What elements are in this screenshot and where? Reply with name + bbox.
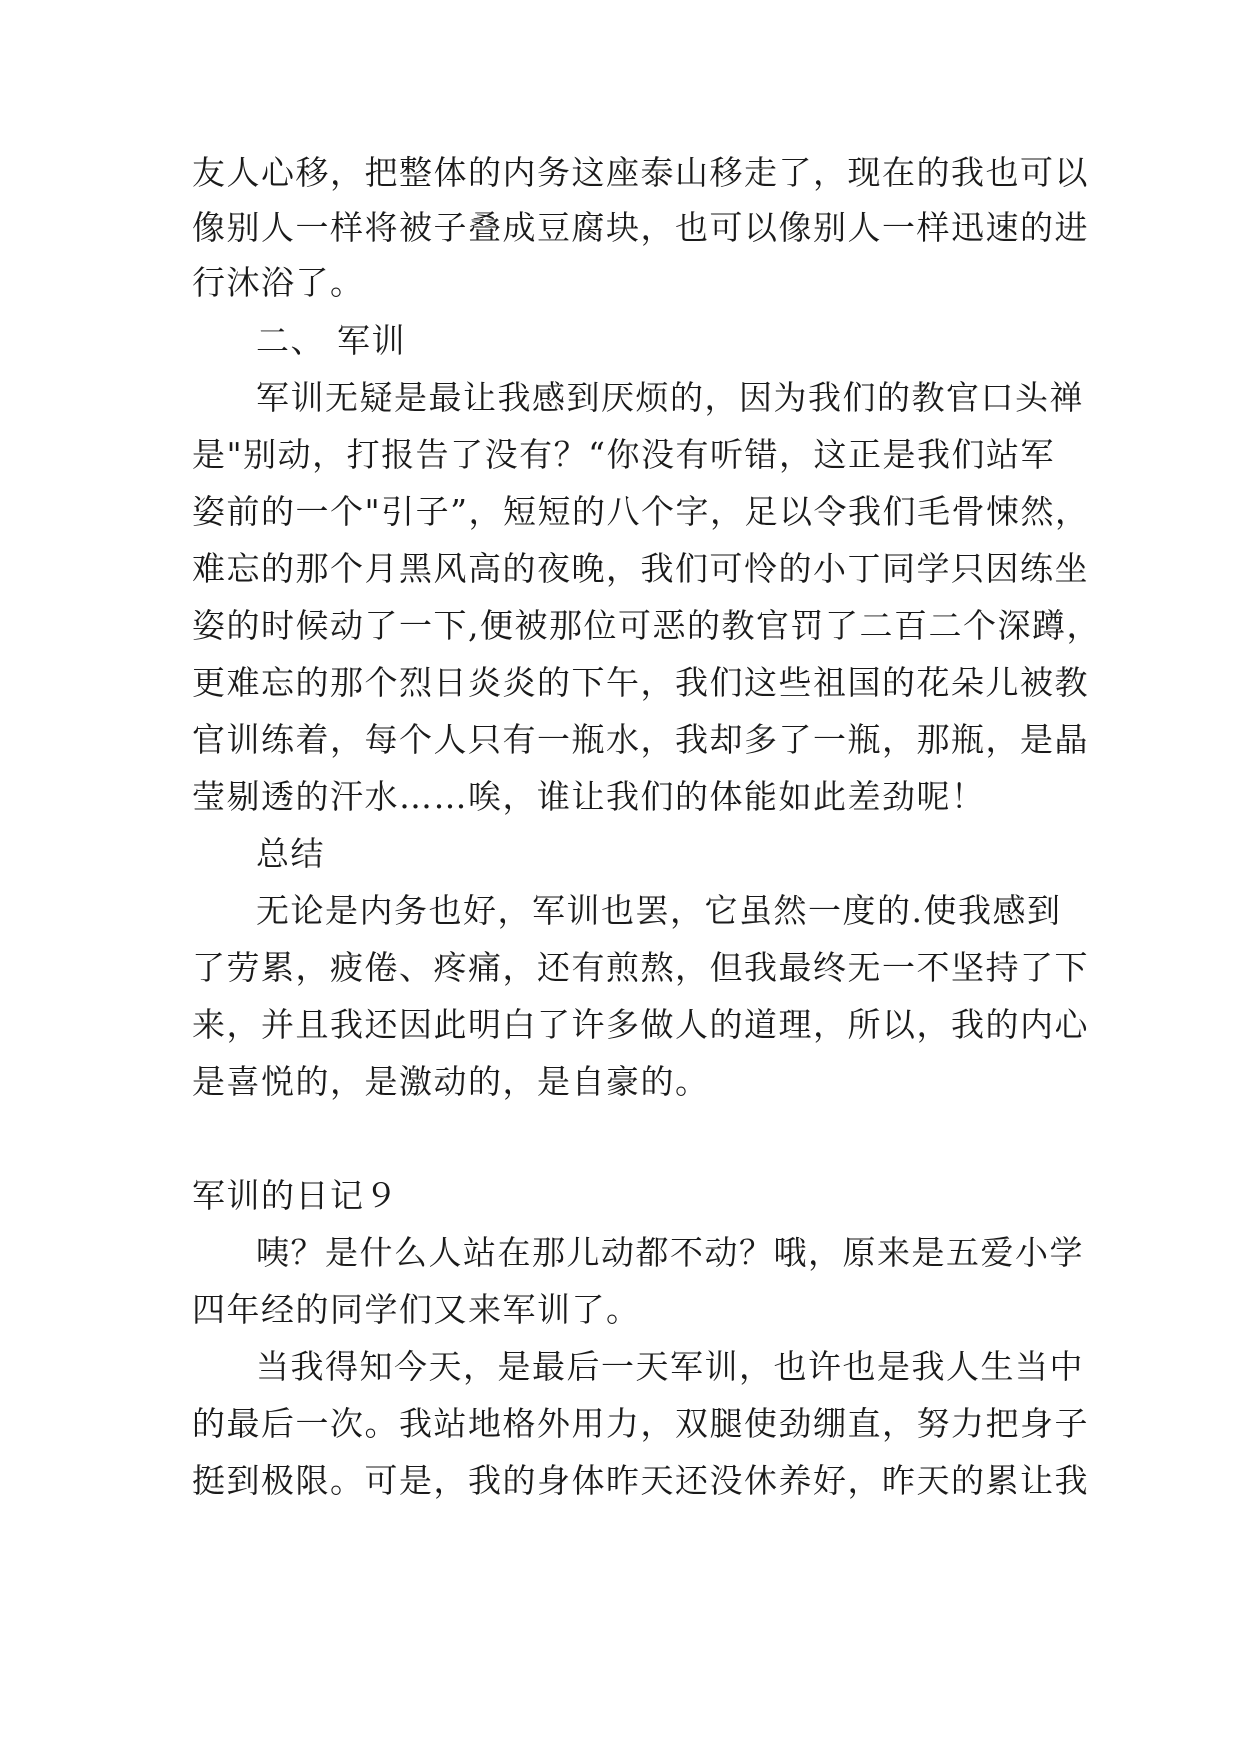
paragraph-line: 莹剔透的汗水……唉，谁让我们的体能如此差劲呢！	[192, 777, 986, 816]
paragraph-line: 难忘的那个月黑风高的夜晚，我们可怜的小丁同学只因练坐	[192, 549, 1089, 588]
section-heading: 二、 军训	[256, 321, 406, 360]
paragraph-line: 了劳累，疲倦、疼痛，还有煎熬，但我最终无一不坚持了下	[192, 948, 1089, 987]
paragraph-line: 四年经的同学们又来军训了。	[192, 1290, 641, 1329]
paragraph-line: 当我得知今天，是最后一天军训，也许也是我人生当中	[256, 1347, 1084, 1386]
paragraph-line: 是"别动，打报告了没有？“你没有听错，这正是我们站军	[192, 435, 1056, 474]
paragraph-line: 的最后一次。我站地格外用力，双腿使劲绷直，努力把身子	[192, 1404, 1089, 1443]
paragraph-line: 挺到极限。可是，我的身体昨天还没休养好，昨天的累让我	[192, 1461, 1089, 1500]
section-heading: 总结	[256, 834, 325, 873]
paragraph-line: 咦？是什么人站在那儿动都不动？哦，原来是五爱小学	[256, 1233, 1084, 1272]
paragraph-line: 来，并且我还因此明白了许多做人的道理，所以，我的内心	[192, 1005, 1089, 1044]
paragraph-line: 更难忘的那个烈日炎炎的下午，我们这些祖国的花朵儿被教	[192, 663, 1089, 702]
paragraph-line: 官训练着，每个人只有一瓶水，我却多了一瓶，那瓶，是晶	[192, 720, 1089, 759]
paragraph-line: 是喜悦的，是激动的，是自豪的。	[192, 1062, 710, 1101]
paragraph-line: 像别人一样将被子叠成豆腐块，也可以像别人一样迅速的进	[192, 208, 1089, 247]
diary-title: 军训的日记９	[192, 1176, 399, 1215]
paragraph-line: 军训无疑是最让我感到厌烦的，因为我们的教官口头禅	[256, 378, 1084, 417]
paragraph-line: 行沐浴了。	[192, 263, 365, 302]
paragraph-line: 姿前的一个"引子”，短短的八个字，足以令我们毛骨悚然，	[192, 492, 1090, 531]
paragraph-line: 无论是内务也好，军训也罢，它虽然一度的.使我感到	[256, 891, 1062, 930]
paragraph-line: 姿的时候动了一下,便被那位可恶的教官罚了二百二个深蹲，	[192, 606, 1101, 645]
paragraph-line: 友人心移，把整体的内务这座泰山移走了，现在的我也可以	[192, 153, 1089, 192]
